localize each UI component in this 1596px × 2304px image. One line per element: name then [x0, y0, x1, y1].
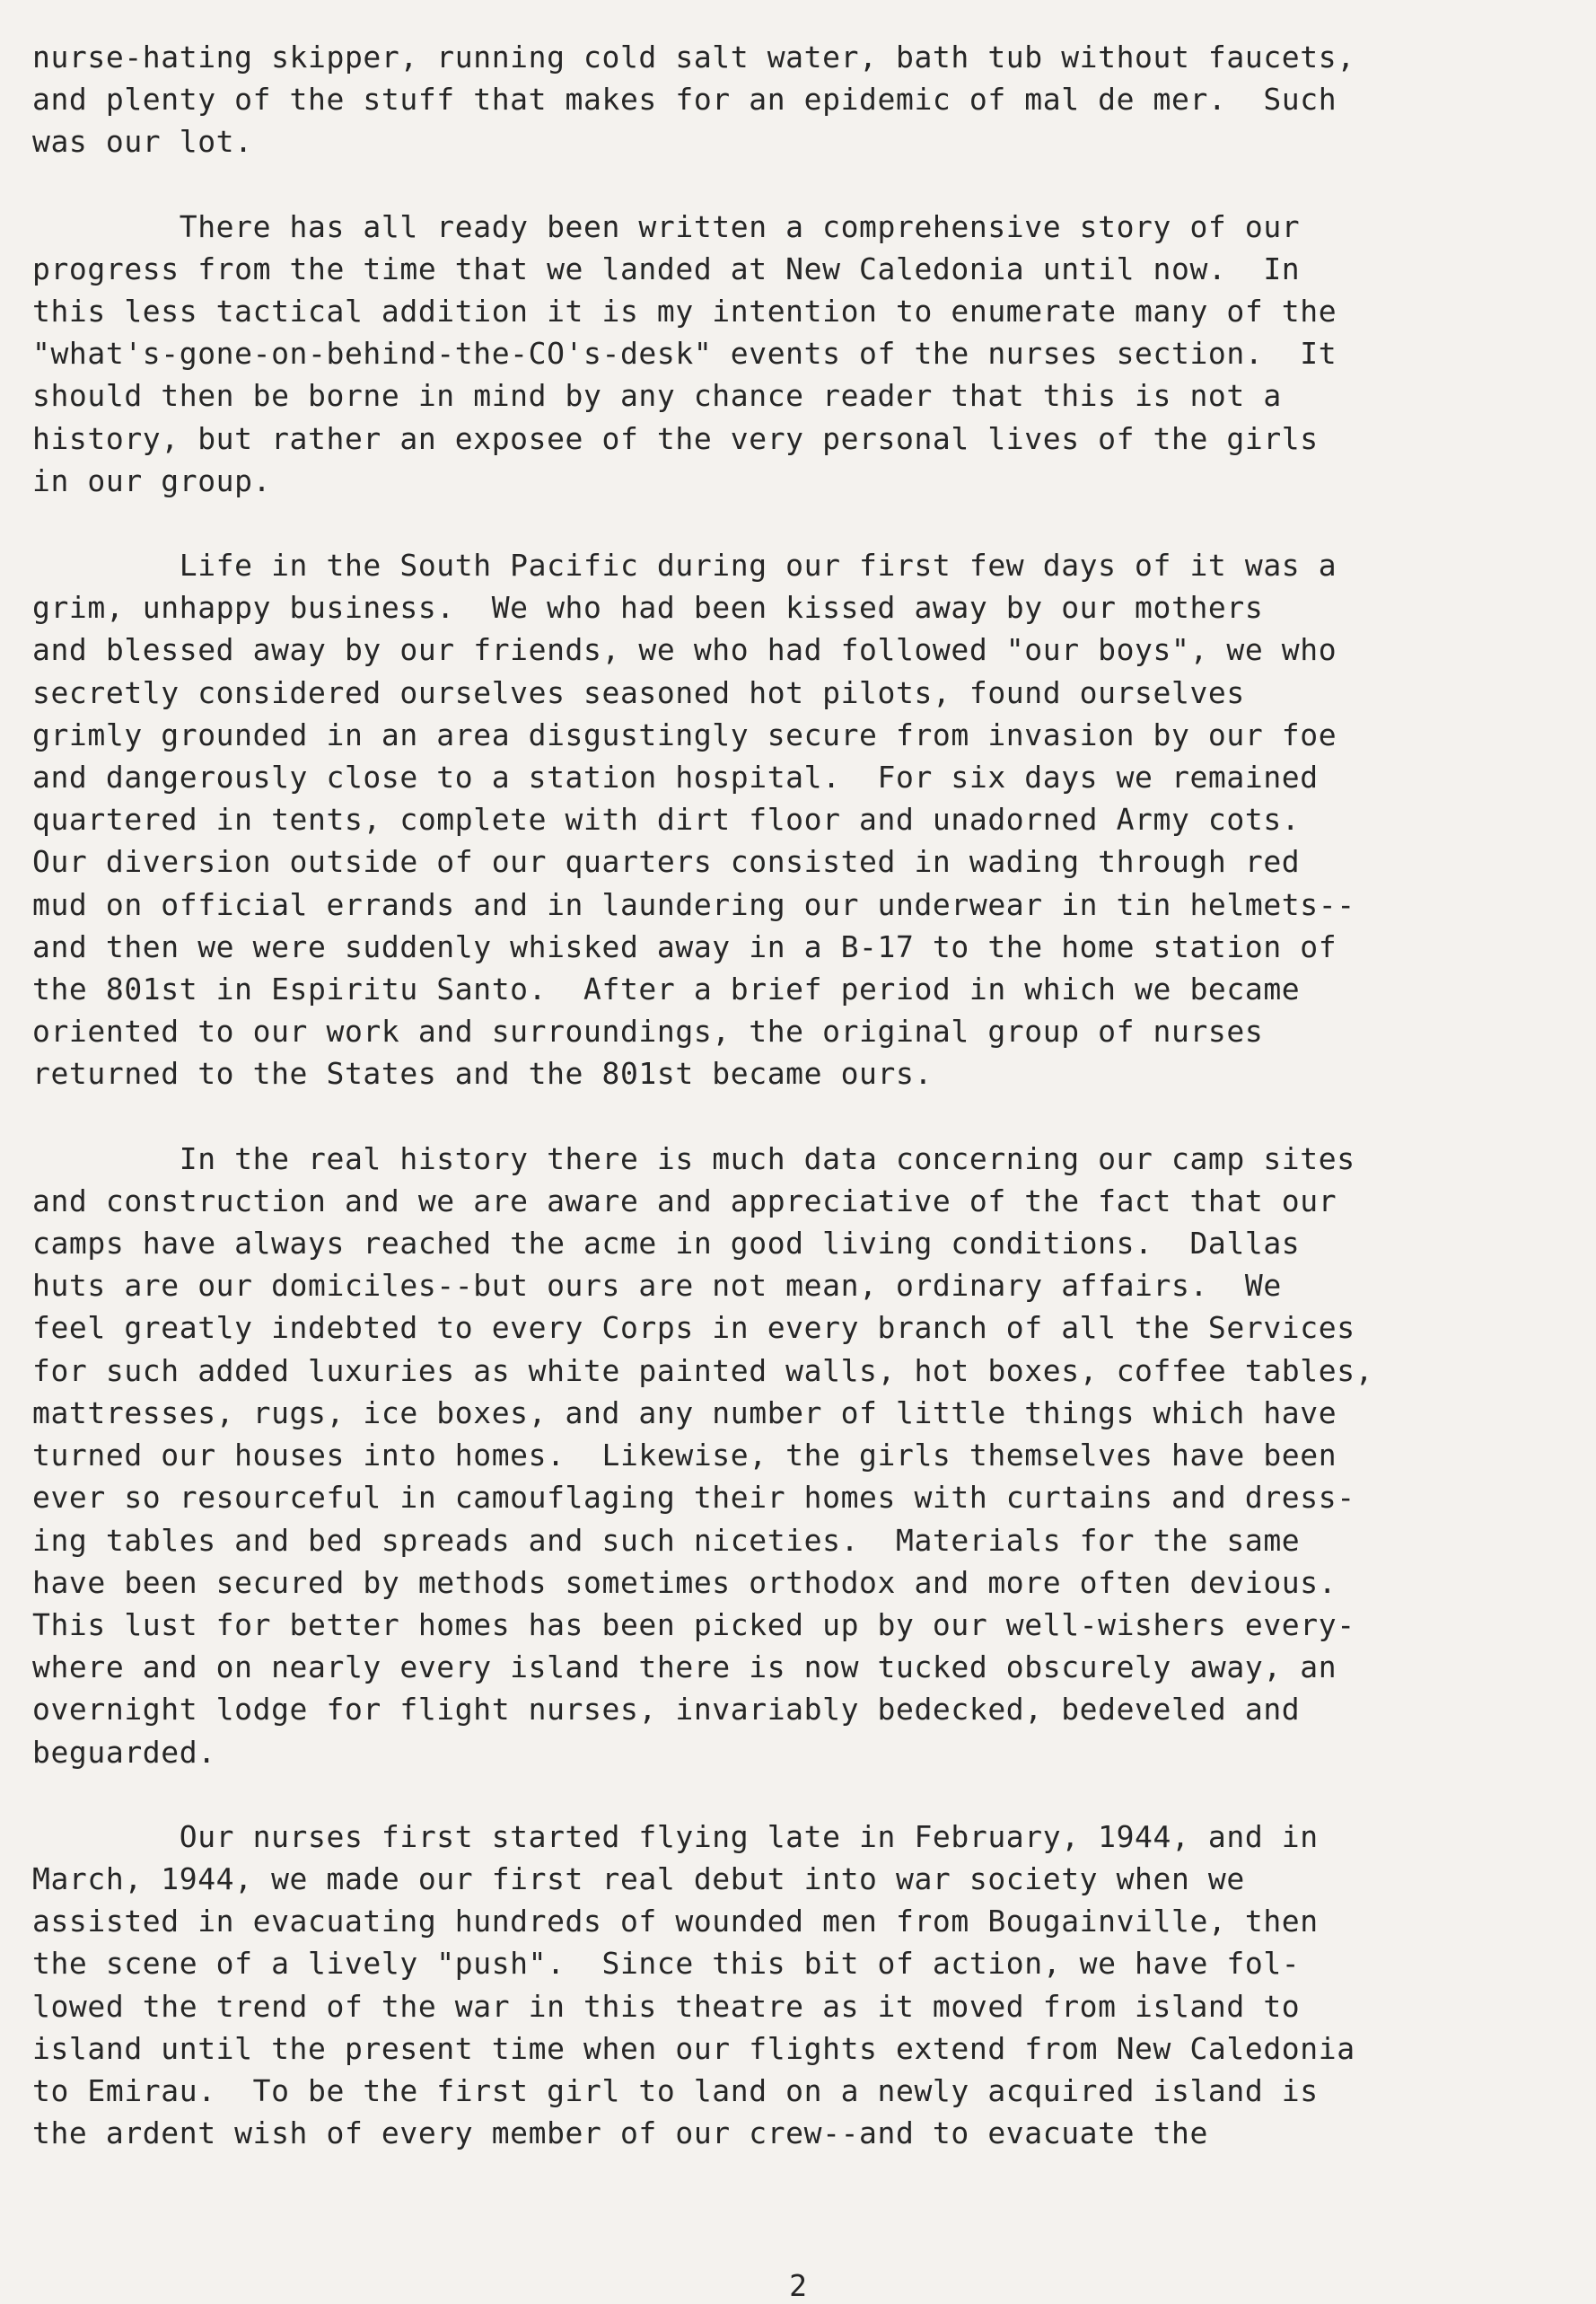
paragraph-introduction: There has all ready been written a comprehensive story of our progress from the time that we landed at New Caledonia until now. In this less tactical addition it is my intention to enumerate many of the "what's-gone-on-behind-the-CO's-desk" events of the nurses section. It should then be borne in mind by any chance reader that this is not a history, but rather an exposee of the very personal lives of the girls in our group. [32, 208, 1337, 498]
paragraph-first-flights: Our nurses first started flying late in February, 1944, and in March, 1944, we made our first real debut into war society when we assisted in evacuating hundreds of wounded men from Bougainville, then the scene of a lively "push". Since this bit of action, we have fol- lowed the trend of the war in this theatre as it moved from island to island until the present time when our flights extend from New Caledonia to Emirau. To be the first girl to land on a newly acquired island is the ardent wish of every member of our crew--and to evacuate the [32, 1818, 1355, 2151]
paragraph-living-conditions: In the real history there is much data concerning our camp sites and construction and we are aware and appreciative of the fact that our camps have always reached the acme in good living conditions. Dallas huts are our domiciles--but ours are not mean, ordinary affairs. We feel greatly indebted to every Corps in every branch of all the Services for such added luxuries as white painted walls, hot boxes, coffee tables, mattresses, rugs, ice boxes, and any number of little things which have turned our houses into homes. Likewise, the girls themselves have been ever so resourceful in camouflaging their homes with curtains and dress- ing tables and bed spreads and such niceties. Materials for the same have been secured by methods sometimes orthodox and more often devious. This lust for better homes has been picked up by our well-wishers every- where and on nearly every island there is now tucked obscurely away, an overnight lodge for flight nurses, invariably bedecked, bedeveled and beguarded. [32, 1140, 1374, 1770]
page-number: 2 [789, 2268, 807, 2303]
paragraph-continuation: nurse-hating skipper, running cold salt water, bath tub without faucets, and plenty of the stuff that makes for an epidemic of mal de mer. Such was our lot. [32, 40, 1355, 160]
paragraph-first-days: Life in the South Pacific during our first few days of it was a grim, unhappy business. We who had been kissed away by our mothers and blessed away by our friends, we who had followed "our boys", we who secretly considered ourselves seasoned hot pilots, found ourselves grimly grounded in an area disgustingly secure from invasion by our foe and dangerously close to a station hospital. For six days we remained quartered in tents, complete with dirt floor and unadorned Army cots. Our diversion outside of our quarters consisted in wading through red mud on official errands and in laundering our underwear in tin helmets-- and then we were suddenly whisked away in a B-17 to the home station of the 801st in Espiritu Santo. After a brief period in which we became oriented to our work and surroundings, the original group of nurses returned to the States and the 801st became ours. [32, 548, 1355, 1092]
